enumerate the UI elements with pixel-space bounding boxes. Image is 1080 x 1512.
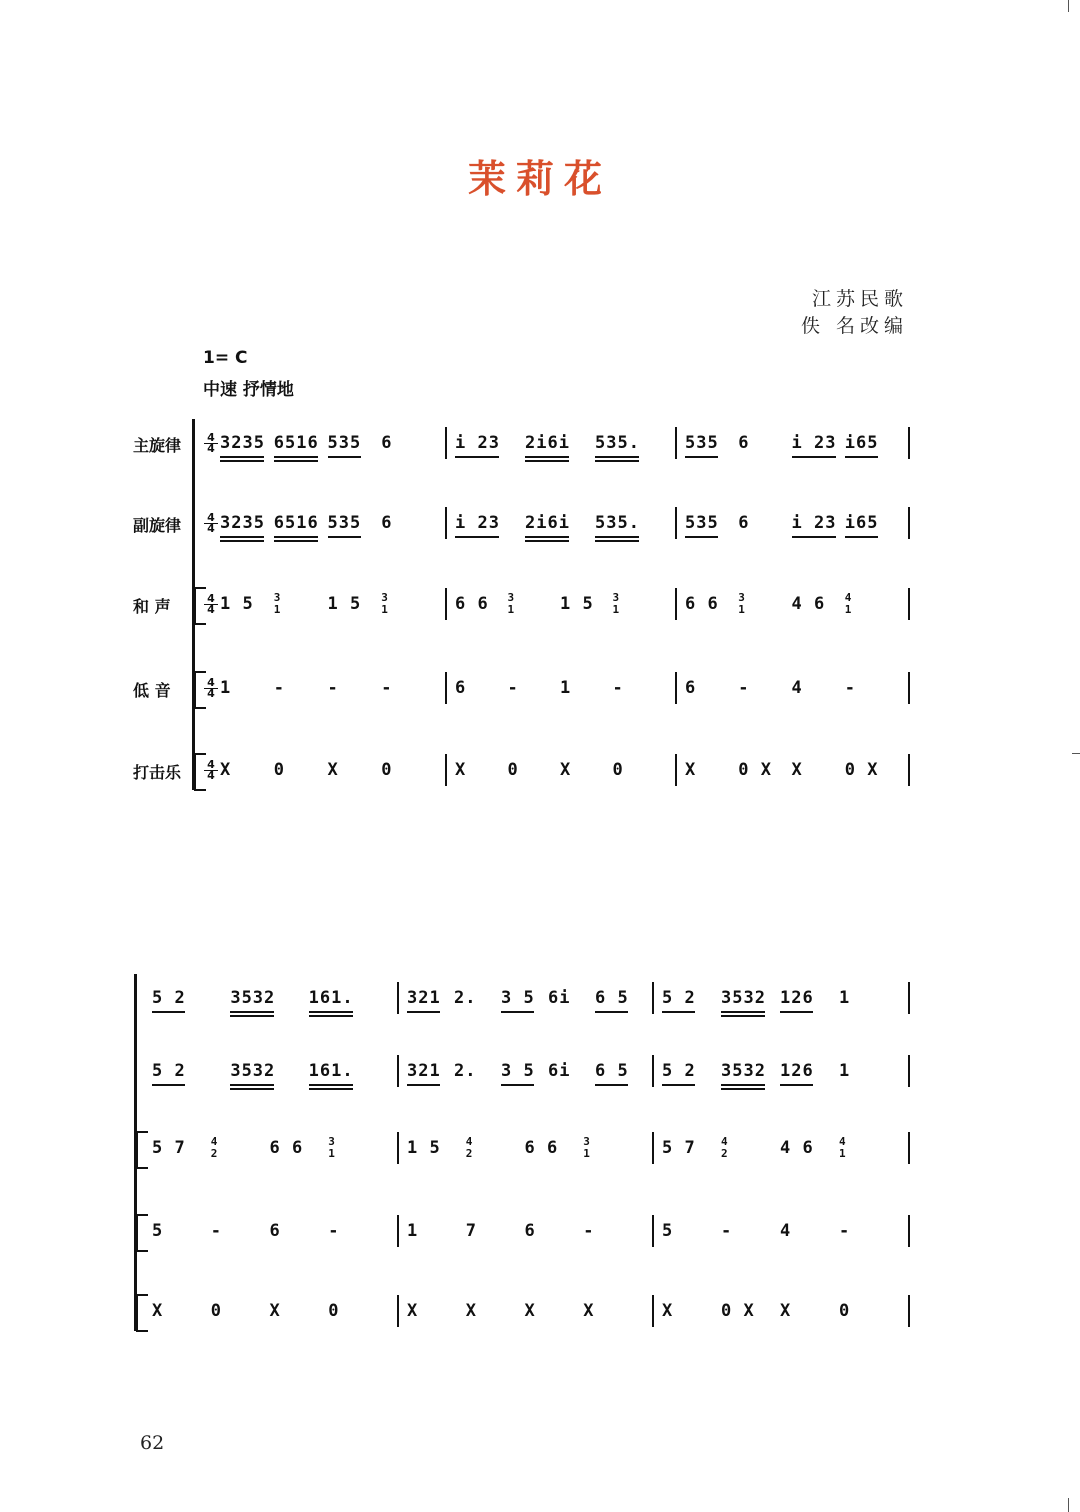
note-group: X [465, 1301, 477, 1321]
note-group: 6 5 [595, 988, 629, 1008]
note-group: 6 [381, 433, 393, 453]
barline [652, 1295, 654, 1327]
note-group: 6 6 [269, 1138, 304, 1158]
note-group: 4 6 [780, 1138, 814, 1158]
note-group: 6 6 [524, 1138, 559, 1158]
crop-mark [1068, 0, 1069, 12]
barline-end [908, 507, 910, 539]
underline [595, 456, 639, 458]
song-title: 茉莉花 [467, 156, 612, 201]
underline [595, 536, 639, 538]
staff-row [0, 505, 1080, 545]
note-group: 5 7 [152, 1138, 186, 1158]
staff-row [0, 425, 1080, 465]
staff-bracket [136, 1214, 148, 1252]
underline [220, 536, 264, 538]
note-group: 5 2 [662, 988, 696, 1008]
time-signature [204, 433, 218, 454]
note-group: 6 6 [455, 594, 489, 614]
note-group: 3532 [721, 1061, 766, 1081]
note-group: 6 [455, 678, 467, 698]
instrument-label: 低 音 [133, 681, 171, 700]
note-group: 535 [327, 513, 362, 533]
underline [152, 1084, 185, 1086]
underline [220, 540, 264, 542]
note-group: - [612, 678, 624, 698]
time-signature [204, 513, 218, 534]
underline [525, 456, 569, 458]
note-group: i 23 [791, 433, 837, 453]
barline-end [908, 672, 910, 704]
note-group: 1 [560, 678, 572, 698]
note-group: 535. [595, 433, 640, 453]
note-group: 6 5 [595, 1061, 629, 1081]
staff-row [0, 586, 1080, 626]
note-group: 6 [738, 433, 750, 453]
barline [675, 588, 677, 620]
note-group: 321 [407, 988, 441, 1008]
origin-credit: 江苏民歌 [811, 288, 908, 310]
note-group: - [721, 1221, 733, 1241]
underline [662, 1011, 695, 1013]
note-group: 0 [507, 760, 519, 780]
note-group: 5 2 [152, 988, 186, 1008]
underline [780, 1084, 813, 1086]
note-group: 0 [328, 1301, 340, 1321]
barline-end [908, 427, 910, 459]
note-group: 0 [612, 760, 624, 780]
note-group: - [381, 678, 393, 698]
note-group: - [839, 1221, 851, 1241]
note-group: 1 5 [327, 594, 362, 614]
barline [675, 507, 677, 539]
note-group: 3235 [220, 513, 265, 533]
instrument-label: 主旋律 [133, 436, 182, 455]
tempo-marking: 中速 抒情地 [203, 380, 294, 400]
note-group: i 23 [455, 433, 500, 453]
underline [721, 1011, 765, 1013]
time-signature [204, 760, 218, 781]
note-group: 0 [839, 1301, 851, 1321]
note-group: X [560, 760, 572, 780]
note-group: 3 1 [612, 591, 621, 616]
instrument-label: 副旋律 [133, 516, 182, 535]
barline [445, 588, 447, 620]
underline [845, 536, 878, 538]
underline [328, 536, 361, 538]
barline [652, 982, 654, 1014]
note-group: 126 [780, 988, 814, 1008]
note-group: 6516 [273, 513, 319, 533]
arranger-credit: 佚 名改编 [800, 315, 908, 337]
note-group: X [152, 1301, 164, 1321]
barline [675, 427, 677, 459]
note-group: i65 [844, 513, 879, 533]
time-sig-bottom: 4 [207, 603, 215, 616]
barline-end [908, 1215, 910, 1247]
note-group: X [327, 760, 339, 780]
note-group: i65 [844, 433, 879, 453]
barline-end [908, 1055, 910, 1087]
barline-end [908, 982, 910, 1014]
note-group: 2i6i [525, 513, 570, 533]
note-group: X [685, 760, 697, 780]
instrument-label: 打击乐 [133, 763, 182, 782]
note-group: - [273, 678, 285, 698]
time-sig-top: 4 [204, 678, 218, 689]
staff-row [0, 1053, 1080, 1093]
note-group: 7 [465, 1221, 477, 1241]
barline [397, 982, 399, 1014]
barline [397, 1295, 399, 1327]
barline [445, 672, 447, 704]
note-group: X [583, 1301, 595, 1321]
note-group: 161. [308, 1061, 354, 1081]
time-sig-bottom: 4 [207, 769, 215, 782]
underline [721, 1015, 765, 1017]
underline [595, 1011, 628, 1013]
note-group: X [662, 1301, 674, 1321]
note-group: 1 [220, 678, 232, 698]
underline [780, 1011, 813, 1013]
note-group: 4 2 [210, 1135, 219, 1160]
note-group: 3532 [721, 988, 766, 1008]
note-group: 4 2 [465, 1135, 474, 1160]
key-signature: 1= C [203, 348, 248, 368]
barline-end [908, 1132, 910, 1164]
barline [397, 1132, 399, 1164]
time-signature [204, 678, 218, 699]
note-group: 5 [662, 1221, 674, 1241]
barline [652, 1132, 654, 1164]
note-group: 6 [685, 678, 697, 698]
note-group: - [844, 678, 856, 698]
note-group: 3532 [230, 1061, 276, 1081]
underline [274, 536, 318, 538]
note-group: 6 [738, 513, 750, 533]
barline-end [908, 1295, 910, 1327]
time-sig-bottom: 4 [207, 687, 215, 700]
underline [685, 536, 718, 538]
barline [397, 1215, 399, 1247]
note-group: 5 2 [662, 1061, 696, 1081]
underline [407, 1084, 440, 1086]
instrument-label: 和 声 [133, 597, 171, 616]
note-group: - [327, 678, 339, 698]
note-group: 5 [152, 1221, 164, 1241]
underline [230, 1088, 274, 1090]
staff-row [0, 1213, 1080, 1253]
note-group: 0 X [738, 760, 772, 780]
page-number: 62 [140, 1432, 165, 1454]
note-group: 4 6 [791, 594, 826, 614]
underline [309, 1088, 353, 1090]
barline [445, 507, 447, 539]
note-group: 1 5 [407, 1138, 441, 1158]
underline [220, 460, 264, 462]
note-group: i 23 [455, 513, 500, 533]
underline [455, 456, 499, 458]
note-group: 0 [273, 760, 285, 780]
underline [595, 1084, 628, 1086]
underline [230, 1011, 274, 1013]
underline [845, 456, 878, 458]
underline [662, 1084, 695, 1086]
underline [792, 536, 836, 538]
staff-bracket [136, 1294, 148, 1332]
crop-mark [1068, 1498, 1069, 1512]
note-group: 6516 [273, 433, 319, 453]
underline [595, 540, 639, 542]
note-group: 3 1 [273, 591, 282, 616]
note-group: 0 [381, 760, 393, 780]
note-group: - [507, 678, 519, 698]
note-group: 6 [381, 513, 393, 533]
underline [721, 1088, 765, 1090]
note-group: 535 [327, 433, 362, 453]
underline [274, 540, 318, 542]
note-group: 0 [210, 1301, 222, 1321]
note-group: 1 [839, 988, 851, 1008]
note-group: 4 1 [839, 1135, 847, 1160]
note-group: - [738, 678, 750, 698]
barline-end [908, 754, 910, 786]
note-group: 1 5 [560, 594, 594, 614]
time-sig-bottom: 4 [207, 442, 215, 455]
note-group: 3 1 [583, 1135, 591, 1160]
barline [675, 672, 677, 704]
note-group: 3 1 [738, 591, 746, 616]
note-group: 4 1 [844, 591, 853, 616]
note-group: X [407, 1301, 419, 1321]
underline [685, 456, 718, 458]
underline [274, 456, 318, 458]
note-group: 0 X [721, 1301, 755, 1321]
time-sig-top: 4 [204, 594, 218, 605]
time-sig-top: 4 [204, 760, 218, 771]
underline [274, 460, 318, 462]
note-group: - [210, 1221, 222, 1241]
note-group: 3 1 [328, 1135, 336, 1160]
note-group: 3 1 [507, 591, 516, 616]
note-group: 4 2 [721, 1135, 729, 1160]
note-group: X [455, 760, 467, 780]
note-group: 4 [791, 678, 803, 698]
note-group: 2. [454, 988, 477, 1008]
underline [525, 540, 569, 542]
staff-row [0, 1293, 1080, 1333]
note-group: 2. [454, 1061, 477, 1081]
note-group: 3 1 [381, 591, 389, 616]
note-group: 6 [524, 1221, 536, 1241]
staff-bracket [136, 1131, 148, 1169]
note-group: 161. [308, 988, 354, 1008]
barline [652, 1215, 654, 1247]
underline [152, 1011, 185, 1013]
underline [407, 1011, 440, 1013]
underline [230, 1015, 274, 1017]
note-group: 6i [548, 988, 571, 1008]
note-group: - [583, 1221, 595, 1241]
note-group: 1 [839, 1061, 851, 1081]
underline [220, 456, 264, 458]
note-group: 4 [780, 1221, 792, 1241]
underline [309, 1011, 353, 1013]
note-group: 2i6i [525, 433, 570, 453]
note-group: 5 2 [152, 1061, 186, 1081]
staff-row [0, 670, 1080, 710]
note-group: 535 [685, 513, 719, 533]
note-group: X [220, 760, 232, 780]
underline [309, 1084, 353, 1086]
underline [501, 1084, 534, 1086]
note-group: 6 6 [685, 594, 719, 614]
note-group: 321 [407, 1061, 441, 1081]
underline [721, 1084, 765, 1086]
note-group: 535 [685, 433, 719, 453]
note-group: 3235 [220, 433, 265, 453]
note-group: X [780, 1301, 792, 1321]
underline [309, 1015, 353, 1017]
note-group: 3532 [230, 988, 276, 1008]
underline [328, 456, 361, 458]
staff-row [0, 1130, 1080, 1170]
underline [792, 456, 836, 458]
note-group: 5 7 [662, 1138, 696, 1158]
note-group: 6i [548, 1061, 571, 1081]
underline [230, 1084, 274, 1086]
barline [675, 754, 677, 786]
time-signature [204, 594, 218, 615]
note-group: 1 5 [220, 594, 254, 614]
time-sig-top: 4 [204, 513, 218, 524]
note-group: 1 [407, 1221, 419, 1241]
barline [445, 427, 447, 459]
barline [652, 1055, 654, 1087]
underline [455, 536, 499, 538]
note-group: X [524, 1301, 536, 1321]
barline [445, 754, 447, 786]
staff-row [0, 752, 1080, 792]
note-group: 3 5 [501, 1061, 535, 1081]
underline [501, 1011, 534, 1013]
time-sig-top: 4 [204, 433, 218, 444]
underline [595, 460, 639, 462]
time-sig-bottom: 4 [207, 522, 215, 535]
note-group: X [791, 760, 803, 780]
note-group: 535. [595, 513, 640, 533]
barline [397, 1055, 399, 1087]
note-group: X [269, 1301, 281, 1321]
underline [525, 460, 569, 462]
note-group: 6 [269, 1221, 281, 1241]
note-group: i 23 [791, 513, 837, 533]
note-group: 0 X [844, 760, 879, 780]
note-group: - [328, 1221, 340, 1241]
note-group: 126 [780, 1061, 814, 1081]
underline [525, 536, 569, 538]
note-group: 3 5 [501, 988, 535, 1008]
barline-end [908, 588, 910, 620]
staff-row [0, 980, 1080, 1020]
